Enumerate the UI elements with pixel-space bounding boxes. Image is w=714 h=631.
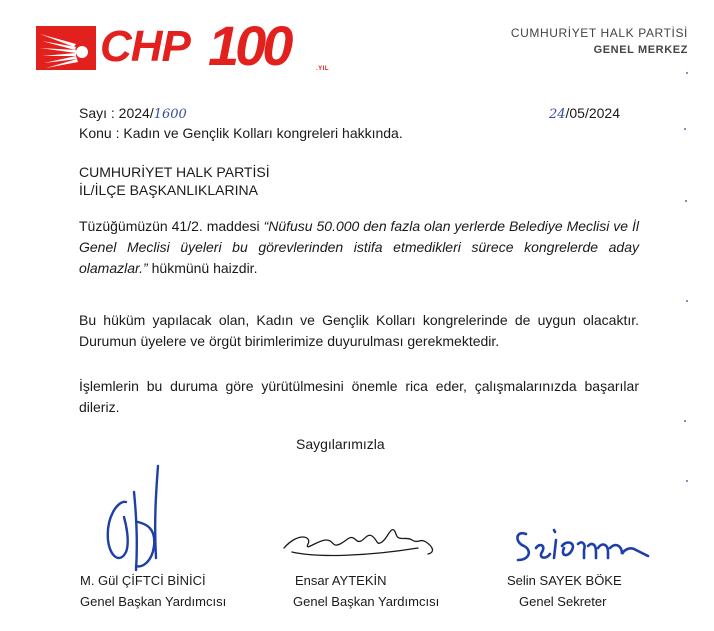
paragraph-3: İşlemlerin bu duruma göre yürütülmesini önemle rica eder, çalışmalarınızda başarılar dileriz.: [79, 378, 639, 415]
scan-speck: [684, 128, 686, 130]
scan-speck: [684, 420, 686, 422]
office-name: GENEL MERKEZ: [593, 44, 688, 56]
chp-wordmark: CHP: [100, 22, 190, 71]
signatory-3-name: Selin SAYEK BÖKE: [507, 573, 622, 588]
subject-line: Konu : Kadın ve Gençlik Kolları kongreleri hakkında.: [79, 125, 403, 141]
six-arrows-icon: [36, 26, 96, 70]
signature-1: [96, 462, 176, 582]
centennial-mark: 100: [208, 14, 290, 77]
paragraph-1-prefix: Tüzüğümüzün 41/2. maddesi: [79, 218, 264, 234]
paragraph-1-quote: “Nüfusu 50.000 den fazla olan yerlerde Belediye Meclisi ve İl Genel Meclisi üyeleri bu görevlerinden istifa etmedikleri sürece kongrelerde aday olamazlar.”: [79, 218, 639, 276]
reference-number: 1600: [153, 107, 187, 122]
signatory-1-title: Genel Başkan Yardımcısı: [80, 594, 227, 609]
date-line: [549, 104, 620, 124]
scan-speck: [685, 200, 687, 202]
reference-label: Sayı : 2024/: [79, 105, 154, 121]
date-day: 24: [548, 107, 566, 122]
centennial-suffix: .YIL: [316, 66, 330, 72]
scan-speck: [686, 300, 688, 302]
paragraph-1: [79, 216, 639, 279]
paragraph-1-suffix: hükmünü haizdir.: [147, 260, 258, 276]
party-name: CUMHURİYET HALK PARTİSİ: [510, 26, 688, 40]
recipient-line-1: CUMHURİYET HALK PARTİSİ: [79, 164, 270, 180]
signature-2: [278, 518, 448, 562]
chp-arrows-logo: [36, 26, 96, 70]
signatory-3-title: Genel Sekreter: [519, 594, 607, 609]
scan-speck: [686, 72, 688, 74]
signatory-2-title: Genel Başkan Yardımcısı: [293, 594, 440, 609]
signatory-2-name: Ensar AYTEKİN: [295, 573, 387, 588]
scan-speck: [686, 480, 688, 482]
reference-line: [79, 104, 187, 124]
signature-3: [510, 520, 660, 570]
signatory-1-name: M. Gül ÇİFTCİ BİNİCİ: [80, 573, 206, 588]
closing-salutation: Saygılarımızla: [296, 436, 385, 452]
recipient-line-2: İL/İLÇE BAŞKANLIKLARINA: [79, 182, 258, 198]
date-rest: /05/2024: [565, 105, 620, 121]
paragraph-2: Bu hüküm yapılacak olan, Kadın ve Gençlik Kolları kongrelerinde de uygun olacaktır. Durumun üyelere ve örgüt birimlerimize duyurulması gerekmektedir.: [79, 312, 639, 349]
